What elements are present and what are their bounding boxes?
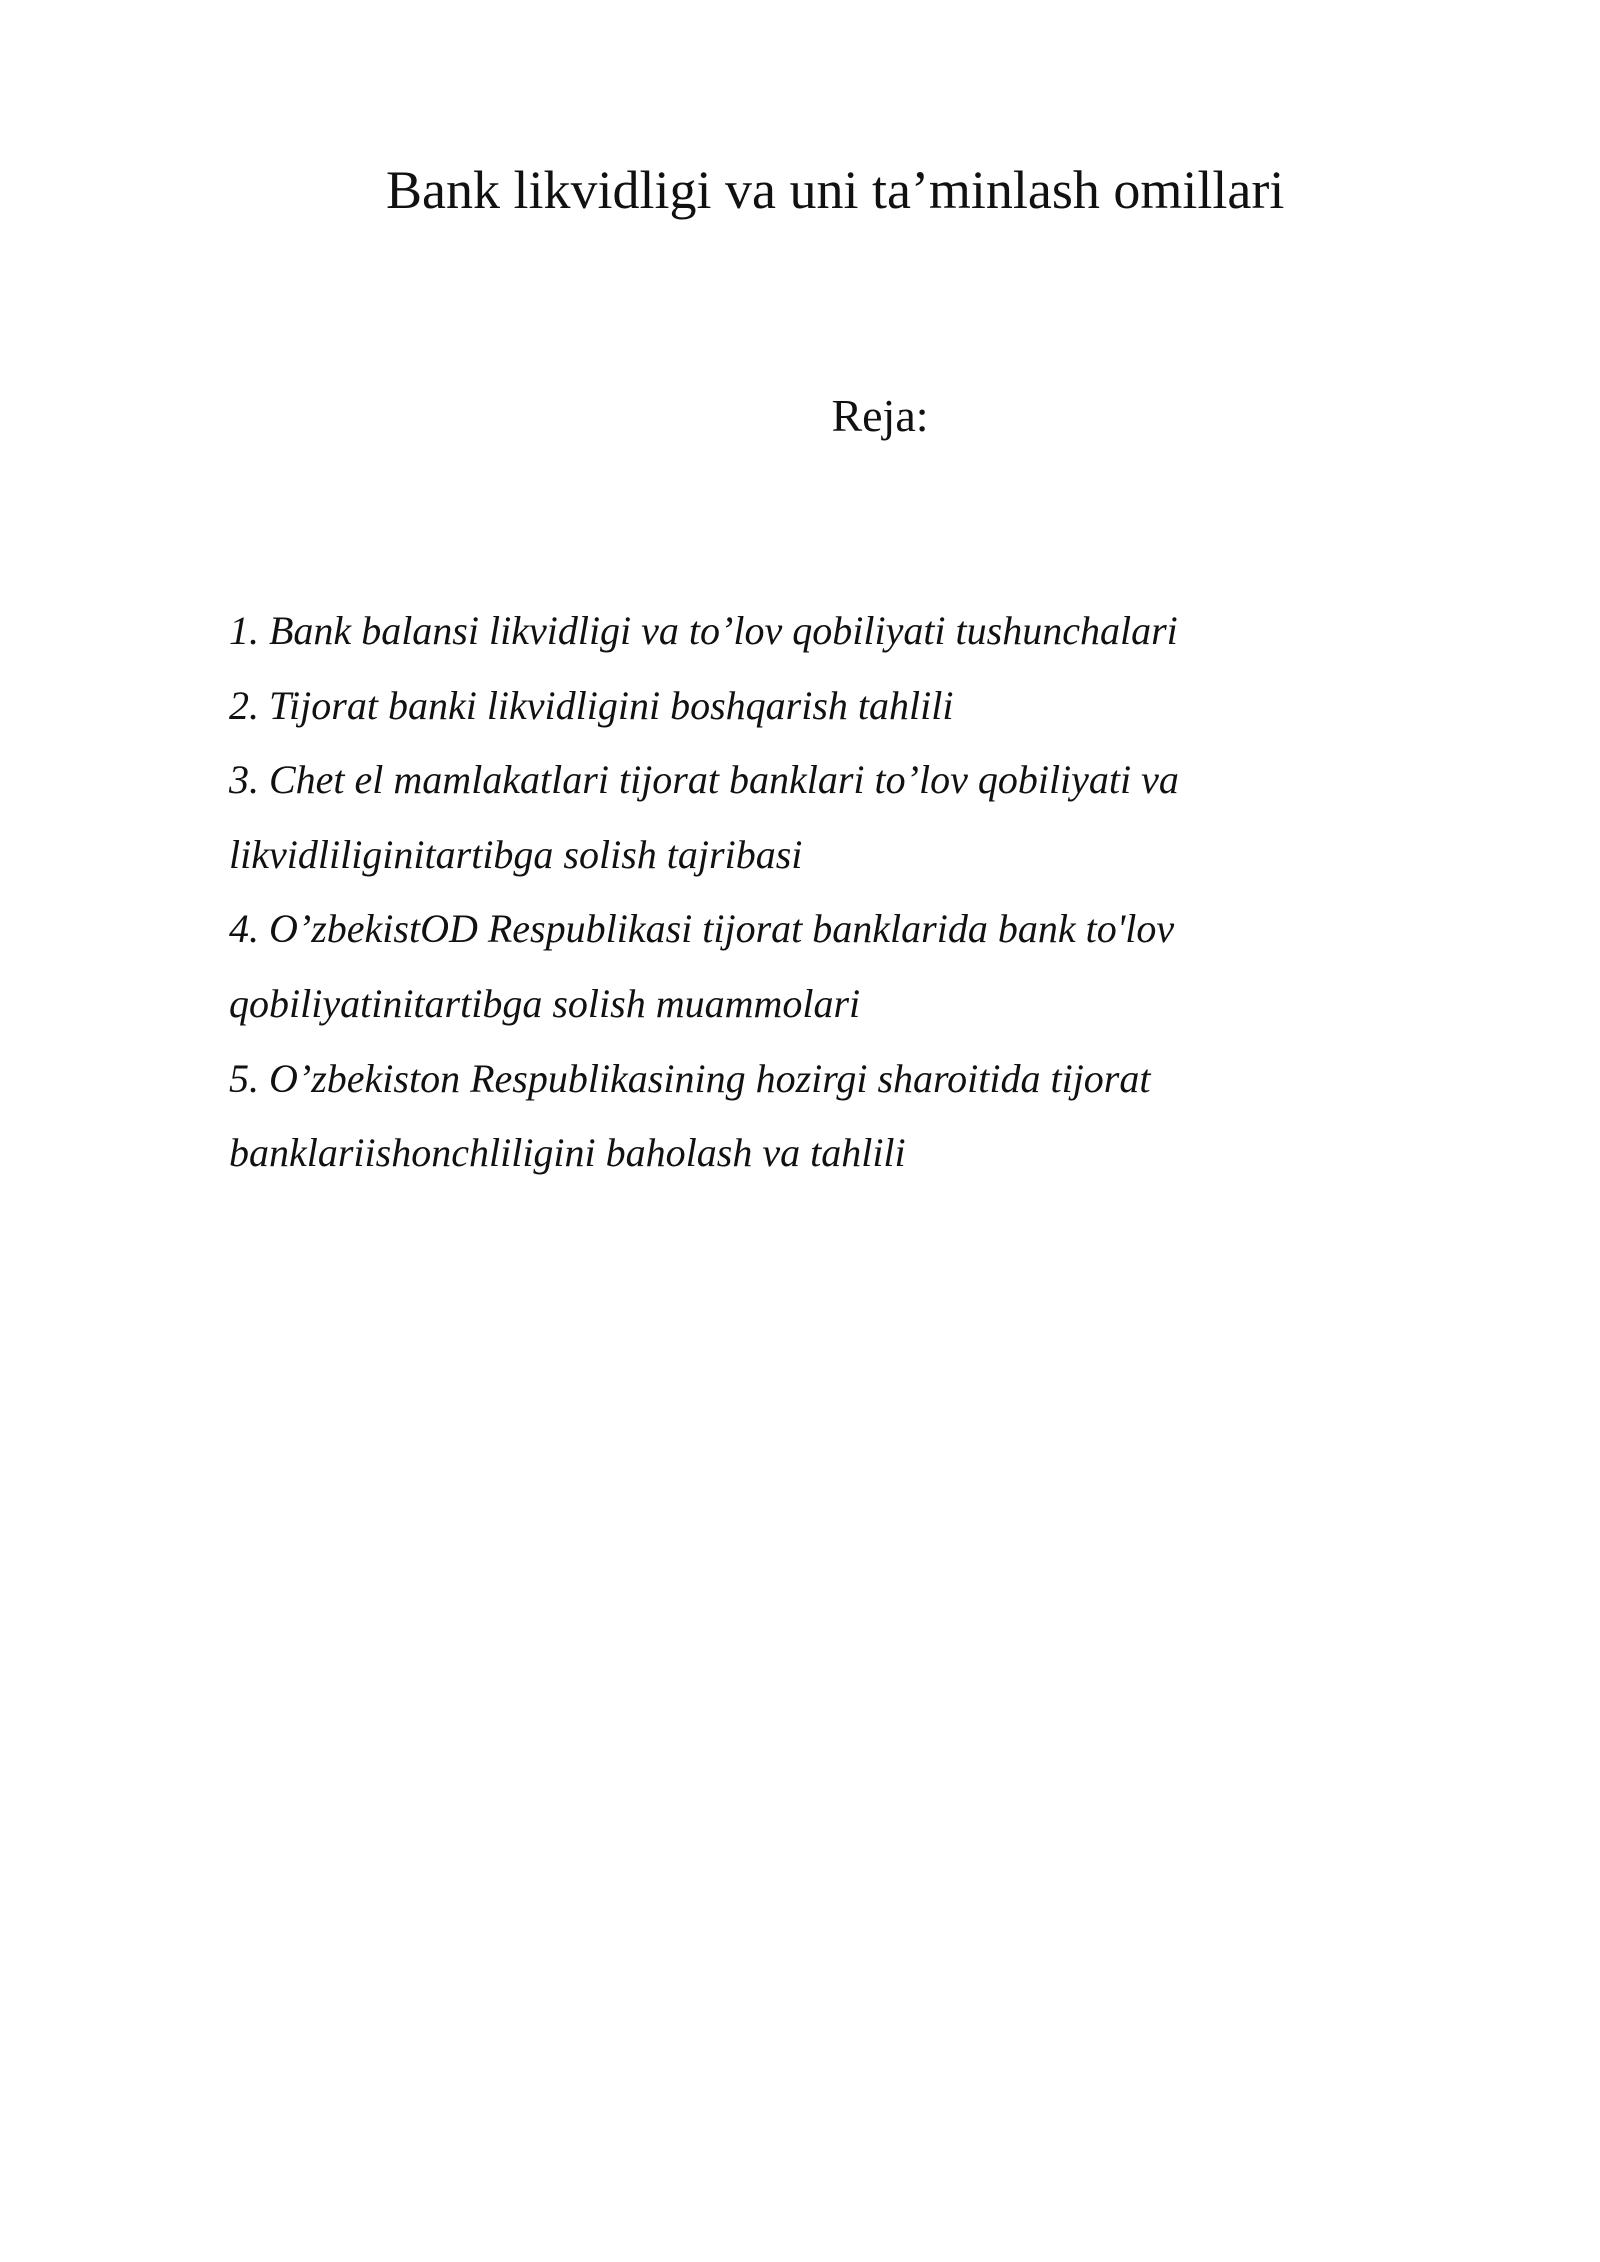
plan-item-number: 2.	[229, 682, 259, 728]
document-title: Bank likvidligi va uni ta’minlash omillari	[386, 160, 1285, 220]
plan-item-line	[229, 743, 1329, 818]
plan-item-text: Tijorat banki likvidligini boshqarish tahlili	[269, 682, 954, 728]
plan-item-line	[229, 892, 1329, 967]
plan-item-text: O’zbekistOD Respublikasi tijorat banklarida bank to'lov	[269, 906, 1175, 952]
plan-list	[229, 594, 1329, 1191]
plan-item	[229, 1042, 1329, 1191]
plan-item-number: 5.	[229, 1055, 259, 1101]
plan-item-text: Chet el mamlakatlari tijorat banklari to’lov qobiliyati va	[269, 757, 1179, 803]
plan-item-line	[229, 594, 1329, 669]
plan-item-continuation: qobiliyatinitartibga solish muammolari	[229, 980, 861, 1026]
plan-heading: Reja:	[831, 390, 929, 441]
plan-item-number: 4.	[229, 906, 259, 952]
plan-item	[229, 743, 1329, 892]
plan-item	[229, 892, 1329, 1041]
plan-item-line	[229, 1042, 1329, 1117]
plan-item-text: Bank balansi likvidligi va to’lov qobiliyati tushunchalari	[269, 608, 1178, 653]
plan-item-continuation: banklariishonchliligini baholash va tahlili	[229, 1130, 906, 1176]
plan-item	[229, 594, 1329, 669]
plan-item-text: O’zbekiston Respublikasining hozirgi sharoitida tijorat	[269, 1055, 1151, 1101]
plan-item-line	[229, 669, 1329, 744]
plan-item-continuation: likvidliliginitartibga solish tajribasi	[229, 831, 803, 877]
plan-item-number: 3.	[229, 757, 259, 803]
plan-item	[229, 669, 1329, 744]
plan-item-number: 1.	[229, 608, 259, 653]
